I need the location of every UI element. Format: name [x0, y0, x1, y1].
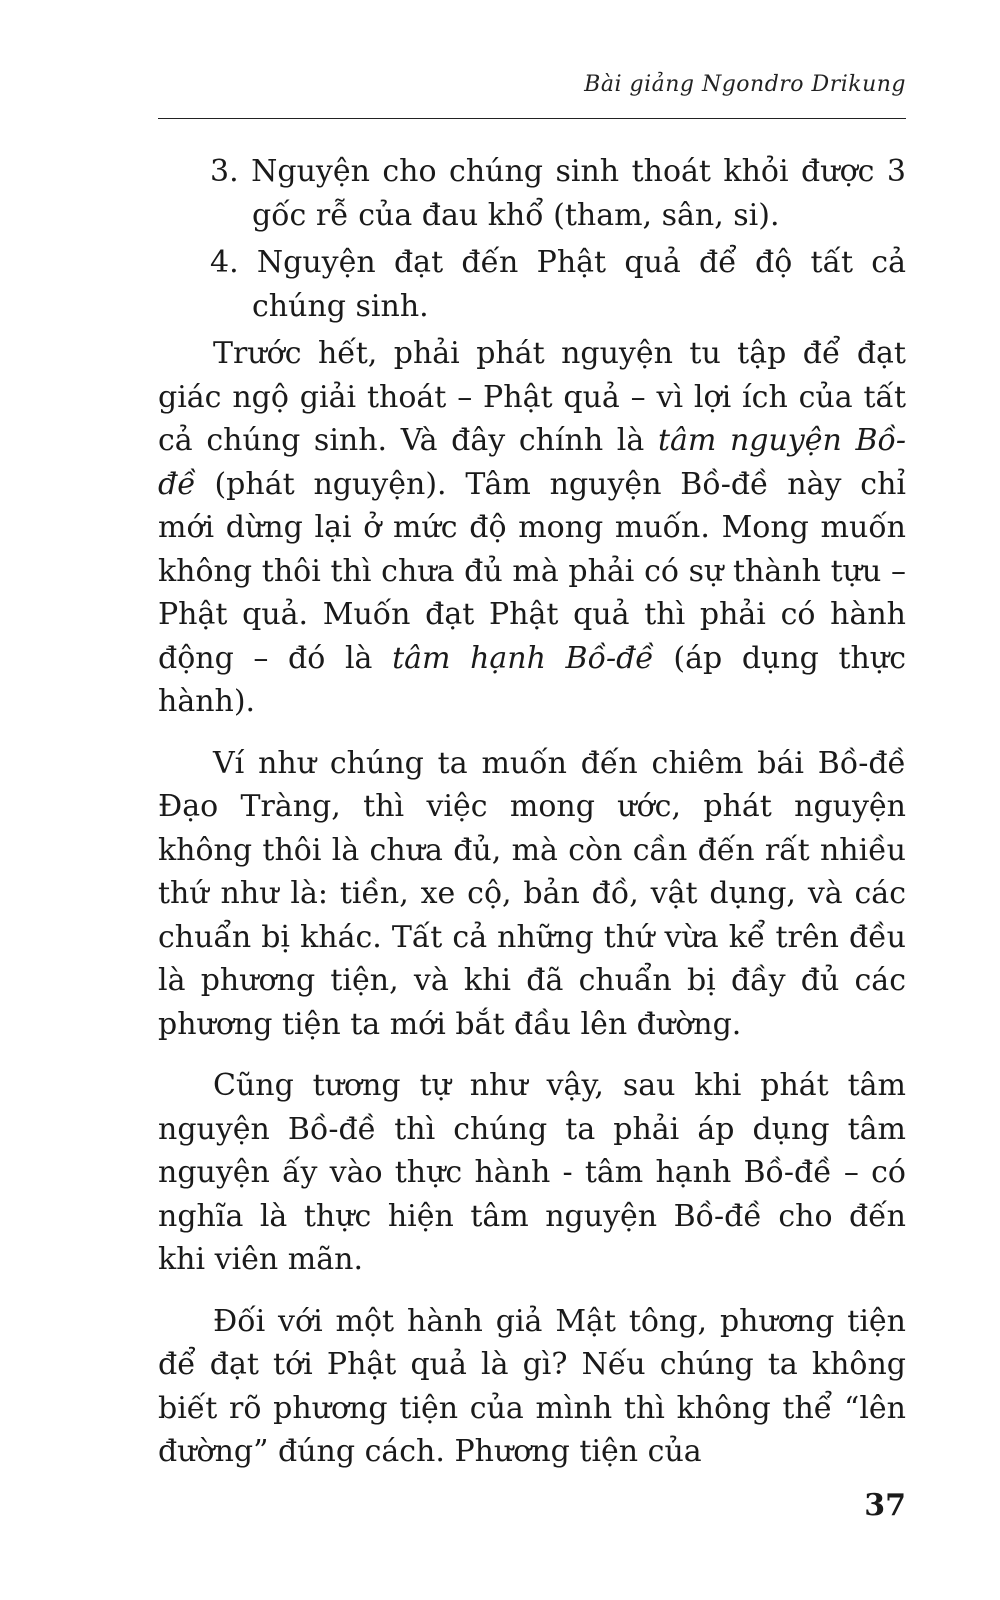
paragraph-2: Ví như chúng ta muốn đến chiêm bái Bồ-đề Đạo Tràng, thì việc mong ước, phát nguyện không thôi là chưa đủ, mà còn cần đến rất nhiều thứ như là: tiền, xe cộ, bản đồ, vật dụng, và các chuẩn bị khác. Tất cả những thứ vừa kể trên đều là phương tiện, và khi đã chuẩn bị đầy đủ các phương tiện ta mới bắt đầu lên đường.	[158, 745, 906, 1042]
paragraph-text: (áp dụng thực hành).	[158, 640, 906, 719]
page-body	[158, 150, 906, 1474]
header-rule	[158, 118, 906, 119]
list-item-number: 4.	[210, 245, 239, 280]
list-item	[158, 150, 906, 237]
emphasis-term: tâm hạnh Bồ-đề	[392, 640, 654, 676]
paragraph-3: Cũng tương tự như vậy, sau khi phát tâm nguyện Bồ-đề thì chúng ta phải áp dụng tâm nguyện ấy vào thực hành - tâm hạnh Bồ-đề – có nghĩa là thực hiện tâm nguyện Bồ-đề cho đến khi viên mãn.	[158, 1068, 906, 1277]
paragraph-text: Trước hết, phải phát nguyện tu tập để đạt giác ngộ giải thoát – Phật quả – vì lợi ích của tất cả chúng sinh. Và đây chính là	[158, 336, 906, 458]
page-number: 37	[864, 1488, 906, 1523]
paragraph-4: Đối với một hành giả Mật tông, phương tiện để đạt tới Phật quả là gì? Nếu chúng ta không biết rõ phương tiện của mình thì không thể “lên đường” đúng cách. Phương tiện của	[158, 1303, 906, 1469]
paragraph-text: (phát nguyện). Tâm nguyện Bồ-đề này chỉ mới dừng lại ở mức độ mong muốn. Mong muốn không thôi thì chưa đủ mà phải có sự thành tựu – Phật quả. Muốn đạt Phật quả thì phải có hành động – đó là	[158, 466, 906, 676]
paragraph-1	[158, 332, 906, 724]
running-header: Bài giảng Ngondro Drikung	[584, 72, 906, 97]
list-item-text: Nguyện đạt đến Phật quả để độ tất cả chúng sinh.	[252, 245, 906, 324]
list-item-text: Nguyện cho chúng sinh thoát khỏi được 3 gốc rễ của đau khổ (tham, sân, si).	[251, 154, 906, 233]
emphasis-term: tâm nguyện Bồ-đề	[158, 423, 906, 502]
list-item	[158, 241, 906, 328]
list-item-number: 3.	[210, 154, 239, 189]
